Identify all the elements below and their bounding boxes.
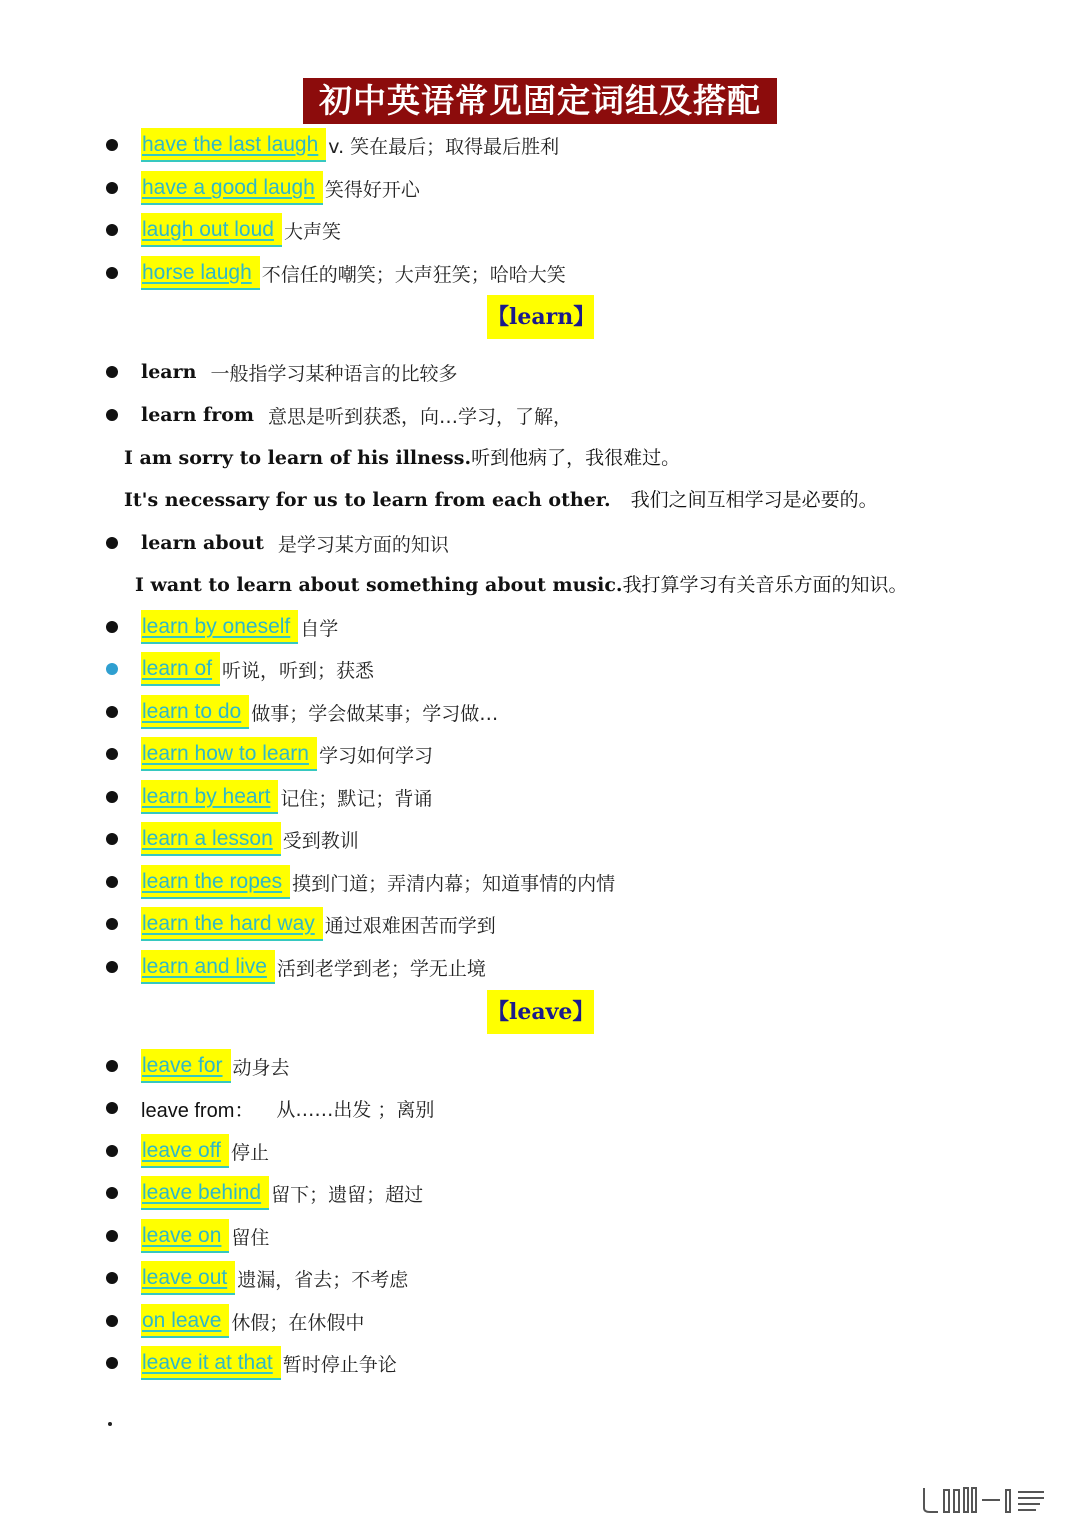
phrase-highlight: learn the hard way (141, 907, 323, 941)
phrase-highlight: learn the ropes (141, 865, 290, 899)
phrase-meaning: 暂时停止争论 (282, 1353, 397, 1376)
bullet-icon (106, 409, 118, 421)
watermark-logo-icon (920, 1482, 1060, 1516)
page-title: 初中英语常见固定词组及搭配 (303, 78, 777, 124)
bullet-icon (106, 1272, 118, 1284)
bullet-icon (106, 267, 118, 279)
bullet-icon (106, 791, 118, 803)
phrase-meaning: 通过艰难困苦而学到 (324, 914, 496, 937)
example-chinese: 我们之间互相学习是必要的。 (630, 489, 878, 511)
example-sentence (135, 568, 908, 602)
phrase-highlight: on leave (141, 1304, 229, 1338)
bullet-icon (106, 537, 118, 549)
bullet-icon (106, 918, 118, 930)
phrase-highlight: leave for (141, 1049, 231, 1083)
phrase-meaning: 受到教训 (282, 829, 359, 852)
phrase-meaning: 学习如何学习 (318, 744, 433, 767)
bullet-icon (106, 1315, 118, 1327)
phrase-meaning: 停止 (231, 1141, 270, 1164)
phrase-highlight: learn a lesson (141, 822, 281, 856)
phrase-meaning: 休假；在休假中 (231, 1311, 365, 1334)
bullet-icon (106, 621, 118, 633)
bullet-icon (106, 663, 118, 675)
term-learn-about: learn about (141, 532, 264, 554)
phrase-highlight: leave on (141, 1219, 229, 1253)
phrase-meaning: 遗漏，省去；不考虑 (237, 1268, 409, 1291)
phrase-meaning: 留下；遗留；超过 (271, 1183, 424, 1206)
term-leave-from: leave from： (141, 1099, 255, 1122)
phrase-highlight: learn by oneself (141, 610, 298, 644)
bullet-icon (106, 876, 118, 888)
phrase-meaning: 动身去 (232, 1056, 290, 1079)
example-chinese: 我打算学习有关音乐方面的知识。 (622, 574, 908, 596)
bullet-icon (106, 1145, 118, 1157)
phrase-highlight: laugh out loud (141, 213, 282, 247)
phrase-meaning: 活到老学到老；学无止境 (276, 957, 486, 980)
phrase-highlight: have the last laugh (141, 128, 326, 162)
phrase-meaning: 笑得好开心 (324, 178, 420, 201)
phrase-highlight: have a good laugh (141, 171, 323, 205)
bullet-icon (106, 706, 118, 718)
phrase-meaning: 留住 (231, 1226, 270, 1249)
phrase-meaning: 记住；默记；背诵 (280, 787, 433, 810)
phrase-highlight: learn of (141, 652, 220, 686)
phrase-meaning: 不信任的嘲笑；大声狂笑；哈哈大笑 (261, 263, 566, 286)
phrase-highlight: learn by heart (141, 780, 278, 814)
phrase-highlight: leave it at that (141, 1346, 281, 1380)
bullet-icon (106, 1357, 118, 1369)
example-english: I am sorry to learn of his illness. (124, 447, 472, 469)
phrase-meaning: 听说，听到；获悉 (222, 659, 375, 682)
phrase-meaning: v. 笑在最后；取得最后胜利 (328, 135, 560, 158)
phrase-highlight: leave behind (141, 1176, 269, 1210)
phrase-meaning: 摸到门道；弄清内幕；知道事情的内情 (292, 872, 616, 895)
example-english: I want to learn about something about music. (135, 574, 623, 596)
example-sentence (124, 483, 878, 517)
bullet-icon (106, 833, 118, 845)
phrase-highlight: learn to do (141, 695, 249, 729)
phrase-highlight: leave off (141, 1134, 229, 1168)
bullet-icon (106, 1187, 118, 1199)
example-sentence (124, 441, 680, 475)
term-learn: learn (141, 361, 197, 383)
bullet-icon (106, 1230, 118, 1242)
bullet-icon (106, 1060, 118, 1072)
bullet-icon (106, 748, 118, 760)
term-meaning: 意思是听到获悉，向…学习，了解， (268, 405, 573, 428)
phrase-highlight: learn how to learn (141, 737, 317, 771)
bullet-icon (106, 961, 118, 973)
phrase-meaning: 大声笑 (283, 220, 341, 243)
section-heading-leave: 【leave】 (487, 990, 594, 1034)
phrase-meaning: 自学 (300, 617, 339, 640)
phrase-highlight: learn and live (141, 950, 275, 984)
bullet-icon (106, 139, 118, 151)
section-heading-learn: 【learn】 (487, 295, 594, 339)
stray-dot (108, 1422, 112, 1426)
term-meaning: 是学习某方面的知识 (277, 533, 449, 556)
example-english: It's necessary for us to learn from each other. (124, 489, 611, 511)
term-learn-from: learn from (141, 404, 255, 426)
bullet-icon (106, 1102, 118, 1114)
term-meaning: 一般指学习某种语言的比较多 (210, 362, 458, 385)
bullet-icon (106, 224, 118, 236)
phrase-highlight: leave out (141, 1261, 235, 1295)
phrase-meaning: 做事；学会做某事；学习做… (251, 702, 499, 725)
bullet-icon (106, 366, 118, 378)
phrase-highlight: horse laugh (141, 256, 260, 290)
example-chinese: 听到他病了，我很难过。 (471, 447, 681, 469)
term-meaning: 从……出发 ；离别 (276, 1098, 435, 1121)
bullet-icon (106, 182, 118, 194)
